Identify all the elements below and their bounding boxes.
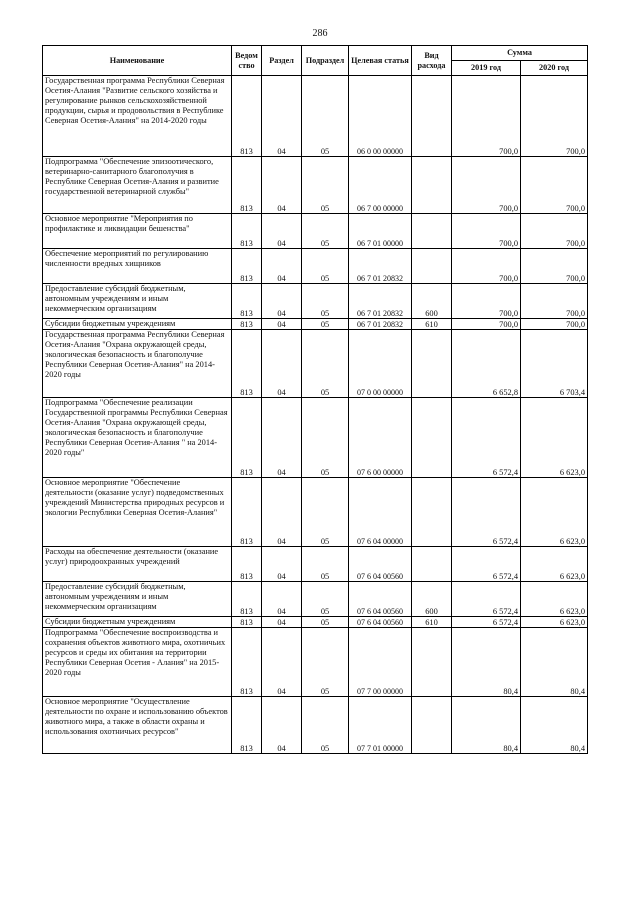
- row-section: 04: [262, 582, 302, 617]
- row-name: Подпрограмма "Обеспечение эпизоотического, ветеринарно-санитарного благополучия в Республике Северная Осетия-Алания и развитие государственной ветеринарной службы": [43, 157, 232, 214]
- row-section: 04: [262, 628, 302, 697]
- row-subsection: 05: [302, 214, 349, 249]
- row-sum-2020: 80,4: [521, 697, 588, 754]
- row-expense-type: [412, 697, 452, 754]
- table-row: [43, 214, 588, 249]
- header-year-2019: 2019 год: [452, 61, 521, 76]
- table-row: [43, 76, 588, 157]
- header-target: Целевая статья: [349, 46, 412, 76]
- row-sum-2020: 700,0: [521, 214, 588, 249]
- row-target-article: 06 0 00 00000: [349, 76, 412, 157]
- table-row: [43, 249, 588, 284]
- row-subsection: 05: [302, 398, 349, 478]
- row-sum-2020: 700,0: [521, 284, 588, 319]
- header-subsection: Подраздел: [302, 46, 349, 76]
- row-expense-type: [412, 214, 452, 249]
- row-sum-2020: 700,0: [521, 76, 588, 157]
- row-section: 04: [262, 76, 302, 157]
- row-expense-type: [412, 157, 452, 214]
- row-subsection: 05: [302, 319, 349, 330]
- row-name: Подпрограмма "Обеспечение реализации Государственной программы Республики Северная Осетия-Алания "Охрана окружающей среды, экологическая безопасность и благополучие Республики Северная Осетия-Алания " на 2014-2020 годы": [43, 398, 232, 478]
- table-row: [43, 330, 588, 398]
- row-expense-type: [412, 249, 452, 284]
- row-dept-code: 813: [232, 478, 262, 547]
- row-target-article: 07 6 04 00560: [349, 617, 412, 628]
- header-dept: Ведом ство: [232, 46, 262, 76]
- row-expense-type: [412, 478, 452, 547]
- row-section: 04: [262, 319, 302, 330]
- table-row: [43, 697, 588, 754]
- row-dept-code: 813: [232, 628, 262, 697]
- row-target-article: 06 7 01 00000: [349, 214, 412, 249]
- row-subsection: 05: [302, 330, 349, 398]
- row-target-article: 07 7 00 00000: [349, 628, 412, 697]
- row-expense-type: 600: [412, 284, 452, 319]
- row-sum-2020: 80,4: [521, 628, 588, 697]
- row-dept-code: 813: [232, 330, 262, 398]
- row-subsection: 05: [302, 76, 349, 157]
- row-subsection: 05: [302, 249, 349, 284]
- row-section: 04: [262, 284, 302, 319]
- row-target-article: 06 7 01 20832: [349, 249, 412, 284]
- row-name: Расходы на обеспечение деятельности (оказание услуг) природоохранных учреждений: [43, 547, 232, 582]
- row-sum-2019: 6 572,4: [452, 547, 521, 582]
- header-sum: Сумма: [452, 46, 588, 61]
- row-name: Основное мероприятие "Мероприятия по профилактике и ликвидации бешенства": [43, 214, 232, 249]
- row-name: Государственная программа Республики Северная Осетия-Алания "Охрана окружающей среды, экологическая безопасность и благополучие Республики Северная Осетия-Алания" на 2014-2020 годы: [43, 330, 232, 398]
- budget-table: [42, 45, 588, 754]
- row-name: Основное мероприятие "Осуществление деятельности по охране и использованию объектов животного мира, а также в области охраны и использования охотничьих ресурсов": [43, 697, 232, 754]
- row-sum-2020: 6 703,4: [521, 330, 588, 398]
- row-section: 04: [262, 617, 302, 628]
- row-section: 04: [262, 478, 302, 547]
- row-sum-2020: 6 623,0: [521, 398, 588, 478]
- row-expense-type: 610: [412, 617, 452, 628]
- row-name: Государственная программа Республики Северная Осетия-Алания "Развитие сельского хозяйства и регулирование рынков сельскохозяйственной продукции, сырья и продовольствия в Республике Северная Осетия-Алания" на 2014-2020 годы: [43, 76, 232, 157]
- row-sum-2019: 80,4: [452, 628, 521, 697]
- row-subsection: 05: [302, 628, 349, 697]
- row-sum-2019: 700,0: [452, 319, 521, 330]
- row-dept-code: 813: [232, 249, 262, 284]
- row-section: 04: [262, 214, 302, 249]
- header-section: Раздел: [262, 46, 302, 76]
- row-dept-code: 813: [232, 214, 262, 249]
- row-section: 04: [262, 398, 302, 478]
- row-name: Подпрограмма "Обеспечение воспроизводства и сохранения объектов животного мира, охотничьих ресурсов и среды их обитания на территории Республики Северная Осетия - Алания" на 2015-2020 годы: [43, 628, 232, 697]
- table-row: [43, 319, 588, 330]
- row-subsection: 05: [302, 582, 349, 617]
- row-name: Обеспечение мероприятий по регулированию численности вредных хищников: [43, 249, 232, 284]
- row-sum-2019: 700,0: [452, 214, 521, 249]
- row-target-article: 06 7 01 20832: [349, 319, 412, 330]
- row-dept-code: 813: [232, 617, 262, 628]
- row-subsection: 05: [302, 157, 349, 214]
- row-sum-2019: 700,0: [452, 76, 521, 157]
- row-name: Основное мероприятие "Обеспечение деятельности (оказание услуг) подведомственных учреждений Министерства природных ресурсов и экологии Республики Северная Осетия-Алания": [43, 478, 232, 547]
- row-name: Субсидии бюджетным учреждениям: [43, 319, 232, 330]
- row-sum-2020: 700,0: [521, 157, 588, 214]
- row-section: 04: [262, 697, 302, 754]
- row-expense-type: 600: [412, 582, 452, 617]
- header-name: Наименование: [43, 46, 232, 76]
- row-sum-2019: 6 572,4: [452, 582, 521, 617]
- table-row: [43, 284, 588, 319]
- row-sum-2020: 6 623,0: [521, 547, 588, 582]
- row-sum-2019: 6 572,4: [452, 617, 521, 628]
- row-dept-code: 813: [232, 76, 262, 157]
- row-name: Предоставление субсидий бюджетным, автономным учреждениям и иным некоммерческим организациям: [43, 582, 232, 617]
- row-sum-2019: 80,4: [452, 697, 521, 754]
- row-sum-2019: 700,0: [452, 284, 521, 319]
- row-dept-code: 813: [232, 284, 262, 319]
- row-section: 04: [262, 249, 302, 284]
- row-subsection: 05: [302, 547, 349, 582]
- row-dept-code: 813: [232, 547, 262, 582]
- row-target-article: 07 6 04 00560: [349, 582, 412, 617]
- row-expense-type: [412, 547, 452, 582]
- row-target-article: 07 6 04 00000: [349, 478, 412, 547]
- row-dept-code: 813: [232, 582, 262, 617]
- row-name: Субсидии бюджетным учреждениям: [43, 617, 232, 628]
- row-target-article: 07 0 00 00000: [349, 330, 412, 398]
- row-expense-type: 610: [412, 319, 452, 330]
- row-subsection: 05: [302, 617, 349, 628]
- table-row: [43, 398, 588, 478]
- row-target-article: 06 7 00 00000: [349, 157, 412, 214]
- row-sum-2019: 6 572,4: [452, 478, 521, 547]
- row-dept-code: 813: [232, 319, 262, 330]
- row-sum-2020: 6 623,0: [521, 617, 588, 628]
- row-sum-2019: 700,0: [452, 249, 521, 284]
- row-sum-2020: 700,0: [521, 249, 588, 284]
- page-number: 286: [312, 28, 328, 39]
- table-body: [43, 76, 588, 754]
- table-row: [43, 157, 588, 214]
- row-target-article: 07 6 04 00560: [349, 547, 412, 582]
- row-dept-code: 813: [232, 398, 262, 478]
- table-row: [43, 582, 588, 617]
- header-year-2020: 2020 год: [521, 61, 588, 76]
- row-section: 04: [262, 330, 302, 398]
- row-expense-type: [412, 76, 452, 157]
- row-sum-2019: 6 572,4: [452, 398, 521, 478]
- row-sum-2020: 6 623,0: [521, 582, 588, 617]
- row-dept-code: 813: [232, 697, 262, 754]
- row-dept-code: 813: [232, 157, 262, 214]
- table-row: [43, 478, 588, 547]
- row-expense-type: [412, 398, 452, 478]
- row-expense-type: [412, 628, 452, 697]
- table-row: [43, 547, 588, 582]
- row-name: Предоставление субсидий бюджетным, автономным учреждениям и иным некоммерческим организациям: [43, 284, 232, 319]
- row-subsection: 05: [302, 697, 349, 754]
- row-sum-2019: 700,0: [452, 157, 521, 214]
- header-expense-type: Вид расхода: [412, 46, 452, 76]
- row-subsection: 05: [302, 478, 349, 547]
- row-subsection: 05: [302, 284, 349, 319]
- table-row: [43, 617, 588, 628]
- row-section: 04: [262, 157, 302, 214]
- row-target-article: 06 7 01 20832: [349, 284, 412, 319]
- row-section: 04: [262, 547, 302, 582]
- table-row: [43, 628, 588, 697]
- row-sum-2020: 700,0: [521, 319, 588, 330]
- row-expense-type: [412, 330, 452, 398]
- row-sum-2020: 6 623,0: [521, 478, 588, 547]
- row-sum-2019: 6 652,8: [452, 330, 521, 398]
- row-target-article: 07 6 00 00000: [349, 398, 412, 478]
- row-target-article: 07 7 01 00000: [349, 697, 412, 754]
